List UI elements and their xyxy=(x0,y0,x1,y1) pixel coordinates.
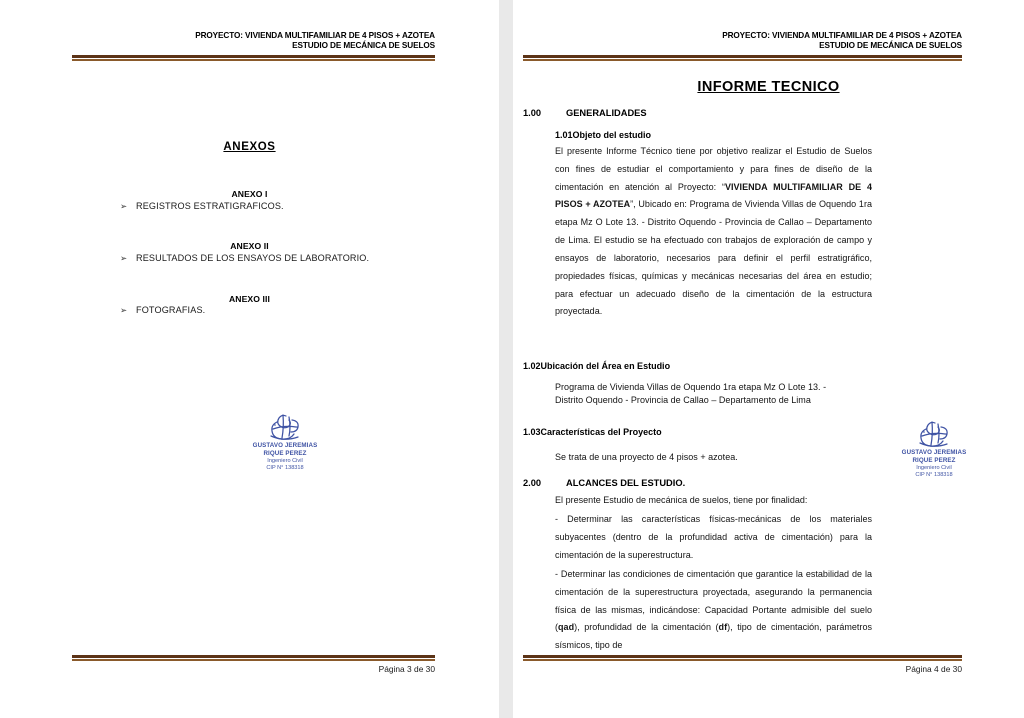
engineer-signature-stamp xyxy=(886,420,982,479)
header-study-line: ESTUDIO DE MECÁNICA DE SUELOS xyxy=(292,41,435,51)
paragraph-1-02-line1: Programa de Vivienda Villas de Oquendo 1ra etapa Mz O Lote 13. - xyxy=(555,382,827,392)
bullet-arrow-icon: ➢ xyxy=(120,253,128,263)
stamp-title: Ingeniero Civil xyxy=(916,464,952,471)
paragraph-1-02 xyxy=(555,381,872,407)
page-3 xyxy=(0,0,499,718)
anexos-title: ANEXOS xyxy=(223,141,276,153)
paragraph-2-00-item2 xyxy=(555,566,872,655)
paragraph-2-00-intro: El presente Estudio de mecánica de suelos, tiene por finalidad: xyxy=(555,495,808,505)
stamp-name-line2: RIQUE PEREZ xyxy=(263,449,307,457)
footer-rule xyxy=(523,655,962,661)
stamp-title: Ingeniero Civil xyxy=(267,457,303,464)
footer-page-number: Página 4 de 30 xyxy=(905,664,962,674)
annex-item-3-text: FOTOGRAFIAS. xyxy=(136,305,206,315)
stamp-license: CIP N° 138318 xyxy=(915,472,953,479)
stamp-name-line2: RIQUE PEREZ xyxy=(912,456,956,464)
section-2-00-number: 2.00 xyxy=(523,478,542,488)
report-title: INFORME TECNICO xyxy=(697,79,840,95)
paragraph-2-00-item2-part1: - Determinar las condiciones de cimentación que garantice la estabilidad de la cimentación de la superestructura proyectada, asegurando la permanencia física de las mismas, indicándose: Capacidad Portante admisible del suelo ( xyxy=(555,569,872,633)
subsection-1-01-number: 1.01 xyxy=(555,130,573,140)
paragraph-1-03: Se trata de una proyecto de 4 pisos + azotea. xyxy=(555,452,738,462)
annex-item-1 xyxy=(120,201,284,212)
section-2-00-label: ALCANCES DEL ESTUDIO. xyxy=(566,478,686,488)
footer-page-number: Página 3 de 30 xyxy=(378,664,435,674)
subsection-1-03-number: 1.03 xyxy=(523,427,541,437)
subsection-1-02 xyxy=(523,361,670,371)
subsection-1-02-label: Ubicación del Área en Estudio xyxy=(540,361,671,371)
annex-item-2-text: RESULTADOS DE LOS ENSAYOS DE LABORATORIO. xyxy=(136,253,370,263)
paragraph-2-00-item1: - Determinar las características físicas-mecánicas de los materiales subyacentes (dentro de la profundidad activa de cimentación) para la cimentación de la superestructura. xyxy=(555,514,872,560)
stamp-name-line1: GUSTAVO JEREMIAS xyxy=(901,449,967,456)
rule-bar-thin xyxy=(523,659,962,661)
page-header xyxy=(72,31,435,52)
engineer-signature-stamp xyxy=(237,413,333,472)
paragraph-1-01 xyxy=(555,143,872,321)
annex-item-3 xyxy=(120,305,205,316)
header-project-line: PROYECTO: VIVIENDA MULTIFAMILIAR DE 4 PISOS + AZOTEA xyxy=(722,31,962,40)
subsection-1-01-label: Objeto del estudio xyxy=(572,130,652,140)
page-separator xyxy=(499,0,513,718)
term-df: df xyxy=(718,622,728,633)
paragraph-1-02-line2: Distrito Oquendo - Provincia de Callao – Departamento de Lima xyxy=(555,395,811,406)
signature-scribble-icon xyxy=(237,413,333,443)
annex-item-2 xyxy=(120,253,369,264)
bullet-arrow-icon: ➢ xyxy=(120,201,128,211)
page-4 xyxy=(513,0,1024,718)
annex-item-1-text: REGISTROS ESTRATIGRAFICOS. xyxy=(136,201,284,211)
subsection-1-02-number: 1.02 xyxy=(523,361,541,371)
paragraph-1-01-project-name: VIVIENDA MULTIFAMILIAR DE 4 PISOS + AZOTEA xyxy=(555,181,873,210)
section-2-00 xyxy=(523,478,685,488)
header-study-line: ESTUDIO DE MECÁNICA DE SUELOS xyxy=(819,41,962,51)
paragraph-2-00-item2-part2: ), profundidad de la cimentación ( xyxy=(574,622,719,633)
page-header xyxy=(585,31,962,52)
header-project-line: PROYECTO: VIVIENDA MULTIFAMILIAR DE 4 PISOS + AZOTEA xyxy=(195,31,435,40)
stamp-name-line1: GUSTAVO JEREMIAS xyxy=(252,442,318,449)
footer-rule xyxy=(72,655,435,661)
paragraph-1-01-part2: ”, Ubicado en: Programa de Vivienda Villas de Oquendo 1ra etapa Mz O Lote 13. - Distrito Oquendo - Provincia de Callao – Departamento de Lima. El estudio se ha efectuado con trabajos de exploración de campo y ensayos de laboratorio, necesarios para definir el perfil estratigráfico, propiedades físicas, químicas y mecánicas necesarias del área en estudio; para efectuar un adecuado diseño de la cimentación de la estructura proyectada. xyxy=(555,199,872,317)
annex-label-3: ANEXO III xyxy=(228,294,270,304)
section-1-00-number: 1.00 xyxy=(523,108,542,118)
term-qad: qad xyxy=(558,622,575,633)
signature-scribble-icon xyxy=(886,420,982,450)
header-rule xyxy=(523,55,962,61)
header-rule xyxy=(72,55,435,61)
paragraph-2-00-item2-part3: ), tipo de cimentación, parámetros sísmicos, tipo de xyxy=(555,622,872,651)
rule-bar-thin xyxy=(72,59,435,61)
bullet-arrow-icon: ➢ xyxy=(120,305,128,315)
rule-bar-thin xyxy=(72,659,435,661)
section-1-00 xyxy=(523,108,647,118)
annex-label-2: ANEXO II xyxy=(230,241,269,251)
section-1-00-label: GENERALIDADES xyxy=(566,108,647,118)
stamp-license: CIP N° 138318 xyxy=(266,465,304,472)
subsection-1-01 xyxy=(555,130,651,140)
paragraph-1-01-part1: El presente Informe Técnico tiene por objetivo realizar el Estudio de Suelos con fines de estudiar el comportamiento y para fines de diseño de la cimentación en atención al Proyecto: “ xyxy=(555,146,872,192)
rule-bar-thin xyxy=(523,59,962,61)
annex-label-1: ANEXO I xyxy=(231,189,268,199)
subsection-1-03 xyxy=(523,427,662,437)
subsection-1-03-label: Características del Proyecto xyxy=(540,427,662,437)
